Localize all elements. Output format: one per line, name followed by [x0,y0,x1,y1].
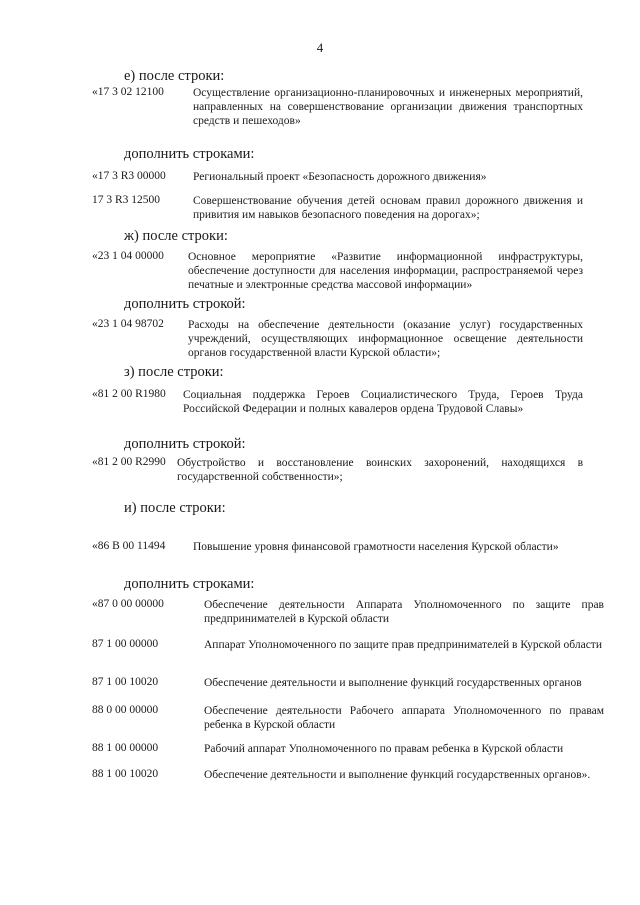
budget-description: Осуществление организационно-планировочных и инженерных мероприятий, направленных на совершенствование организации движения транспортных средств и пешеходов» [193,87,583,127]
section-header: з) после строки: [124,364,224,380]
section-header: дополнить строками: [124,576,255,592]
budget-code: «23 1 04 00000 [92,250,164,262]
budget-description: Обеспечение деятельности и выполнение функций государственных органов [204,677,582,689]
budget-code: 17 3 R3 12500 [92,194,161,206]
budget-description: Обустройство и восстановление воинских захоронений, находящихся в государственной собственности»; [177,457,583,483]
budget-code: «86 В 00 11494 [92,540,166,552]
budget-code: «87 0 00 00000 [92,598,164,610]
budget-description: Обеспечение деятельности Рабочего аппарата Уполномоченного по правам ребенка в Курской области [204,705,604,731]
section-header: ж) после строки: [124,228,228,244]
budget-description: Обеспечение деятельности и выполнение функций государственных органов». [204,769,591,781]
budget-code: «81 2 00 R1980 [92,388,166,400]
section-header: дополнить строками: [124,146,255,162]
budget-code: 88 1 00 10020 [92,768,159,780]
budget-code: 88 0 00 00000 [92,704,159,716]
budget-code: «23 1 04 98702 [92,318,164,330]
budget-description: Совершенствование обучения детей основам правил дорожного движения и привития им навыков безопасного поведения на дорогах»; [193,195,583,221]
budget-code: 88 1 00 00000 [92,742,159,754]
section-header: е) после строки: [124,68,225,84]
budget-description: Обеспечение деятельности Аппарата Уполномоченного по защите прав предпринимателей в Курской области [204,599,604,625]
budget-description: Региональный проект «Безопасность дорожного движения» [193,171,487,183]
section-header: и) после строки: [124,500,226,516]
budget-description: Аппарат Уполномоченного по защите прав предпринимателей в Курской области [204,639,602,651]
budget-code: «17 3 02 12100 [92,86,164,98]
section-header: дополнить строкой: [124,436,246,452]
budget-code: 87 1 00 00000 [92,638,159,650]
budget-code: 87 1 00 10020 [92,676,159,688]
budget-description: Основное мероприятие «Развитие информационной инфраструктуры, обеспечение доступности для населения информации, распространяемой через печатные и электронные средства массовой информации» [188,251,583,291]
page-number: 4 [316,40,324,55]
budget-code: «81 2 00 R2990 [92,456,166,468]
budget-code: «17 3 R3 00000 [92,170,166,182]
budget-description: Расходы на обеспечение деятельности (оказание услуг) государственных учреждений, осуществляющих информационное освещение деятельности органов государственной власти Курской области»; [188,319,583,359]
section-header: дополнить строкой: [124,296,246,312]
budget-description: Повышение уровня финансовой грамотности населения Курской области» [193,541,559,553]
budget-description: Рабочий аппарат Уполномоченного по правам ребенка в Курской области [204,743,564,755]
budget-description: Социальная поддержка Героев Социалистического Труда, Героев Труда Российской Федерации и полных кавалеров ордена Трудовой Славы» [183,389,583,415]
